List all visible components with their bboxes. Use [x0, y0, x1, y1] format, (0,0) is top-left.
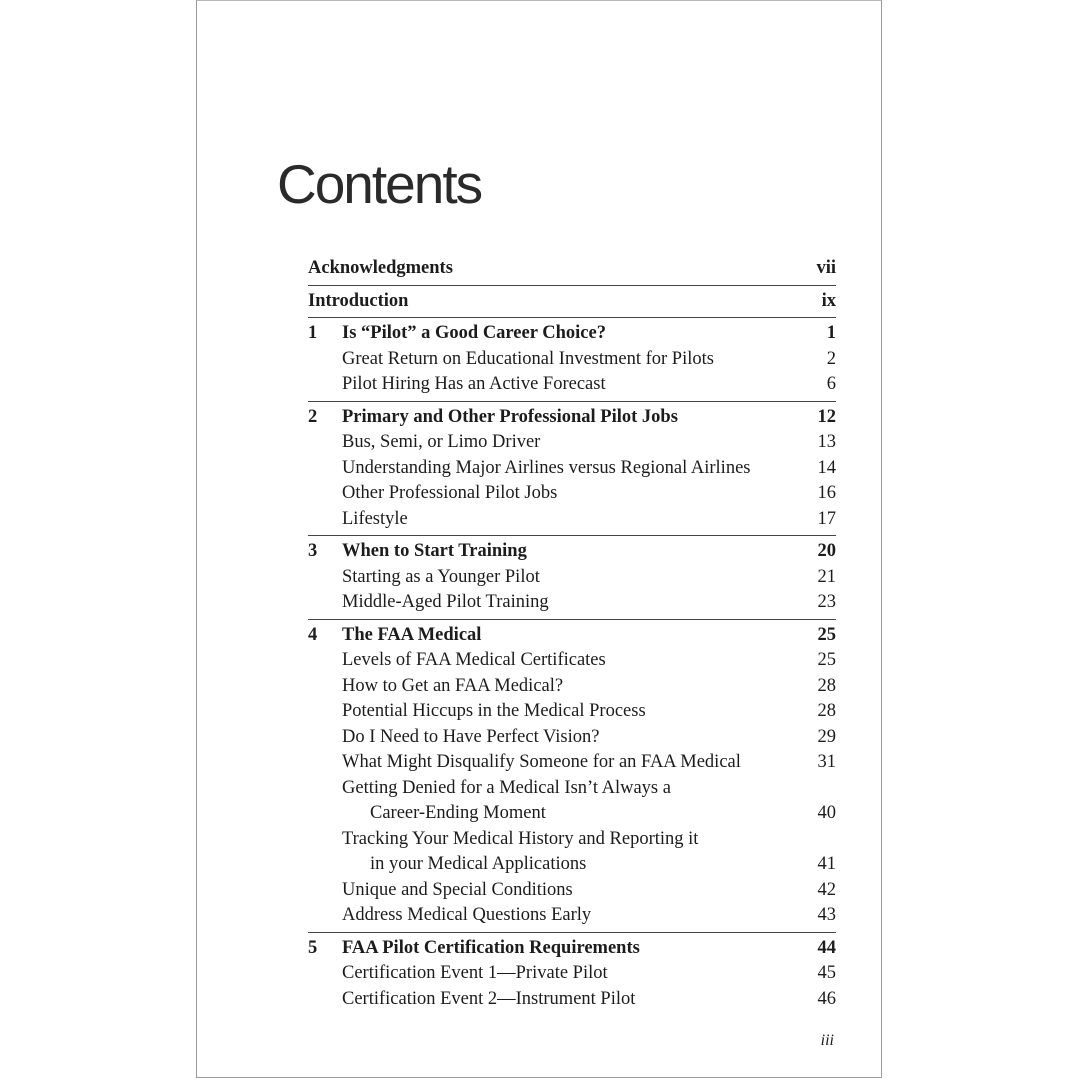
toc-entry-row [308, 456, 836, 482]
toc-entry-label: Tracking Your Medical History and Reporting it [342, 828, 699, 849]
toc-front-matter-row [308, 289, 836, 315]
toc-divider [308, 285, 836, 286]
toc-page-number: 28 [817, 675, 836, 696]
toc-page-number: 12 [817, 406, 836, 427]
toc-page-number: 31 [817, 752, 836, 772]
chapter-number: 5 [308, 937, 318, 958]
toc-chapter-row [308, 539, 836, 565]
toc-entry-row [308, 507, 836, 533]
toc-chapter-row [308, 321, 836, 347]
toc-page-number: ix [821, 290, 836, 311]
toc-entry-row [308, 565, 836, 591]
toc-entry-label: Do I Need to Have Perfect Vision? [342, 726, 600, 747]
toc-page-number: 14 [817, 457, 836, 478]
chapter-title: When to Start Training [342, 541, 527, 561]
toc-divider [308, 619, 836, 620]
toc-entry-row [308, 750, 836, 776]
toc-page-number: 17 [817, 508, 836, 529]
toc-entry-label: Unique and Special Conditions [342, 879, 573, 900]
chapter-title: Primary and Other Professional Pilot Jobs [342, 406, 678, 427]
chapter-title: FAA Pilot Certification Requirements [342, 937, 640, 958]
toc-entry-row [308, 347, 836, 373]
toc-entry-label: Pilot Hiring Has an Active Forecast [342, 374, 606, 394]
chapter-title: The FAA Medical [342, 624, 482, 645]
toc-page-number: 43 [817, 905, 836, 925]
toc-page-number: 46 [817, 988, 836, 1009]
toc-page-number: 20 [817, 541, 836, 561]
toc-entry-row [308, 648, 836, 674]
toc-entry-row [308, 776, 836, 802]
toc-entry-label: What Might Disqualify Someone for an FAA Medical [342, 752, 741, 772]
toc-page-number: 29 [817, 726, 836, 747]
toc-page-number: 25 [817, 624, 836, 645]
toc-page-number: 1 [826, 323, 836, 343]
toc-entry-row [308, 827, 836, 853]
chapter-title: Is “Pilot” a Good Career Choice? [342, 323, 606, 343]
toc-entry-label: Potential Hiccups in the Medical Process [342, 701, 646, 721]
toc-entry-row [308, 372, 836, 398]
toc-page-number: 25 [817, 650, 836, 670]
toc-entry-label: Levels of FAA Medical Certificates [342, 650, 606, 670]
toc-page-number: 40 [817, 803, 836, 823]
toc-entry-label: Understanding Major Airlines versus Regional Airlines [342, 457, 751, 478]
toc-page-number: 42 [817, 879, 836, 900]
toc-entry-label: Getting Denied for a Medical Isn’t Always a [342, 777, 671, 798]
toc-entry-row [308, 725, 836, 751]
chapter-number: 1 [308, 323, 318, 343]
toc-entry-row [308, 699, 836, 725]
toc-entry-row [308, 961, 836, 987]
toc-page-number: 16 [817, 483, 836, 503]
toc-page-number: 45 [817, 963, 836, 983]
toc-entry-label: Middle-Aged Pilot Training [342, 592, 549, 612]
toc-divider [308, 401, 836, 402]
toc-entry-label: Starting as a Younger Pilot [342, 566, 540, 587]
toc-entry-label: Great Return on Educational Investment for Pilots [342, 348, 714, 369]
chapter-number: 3 [308, 541, 318, 561]
toc-chapter-row [308, 405, 836, 431]
toc-entry-label: Bus, Semi, or Limo Driver [342, 432, 541, 452]
toc-entry-label: Certification Event 2—Instrument Pilot [342, 988, 636, 1009]
toc-entry-label: Certification Event 1—Private Pilot [342, 963, 608, 983]
toc-divider [308, 317, 836, 318]
toc-chapter-row [308, 936, 836, 962]
toc-entry-row [308, 903, 836, 929]
toc-entry-row [308, 430, 836, 456]
chapter-number: 2 [308, 406, 318, 427]
toc-entry-continuation-row [308, 801, 836, 827]
toc-entry-label: Acknowledgments [308, 258, 453, 278]
toc-entry-label: How to Get an FAA Medical? [342, 675, 564, 696]
toc-entry-label: Address Medical Questions Early [342, 905, 592, 925]
page-title: Contents [277, 153, 482, 215]
chapter-number: 4 [308, 624, 318, 645]
toc-divider [308, 535, 836, 536]
toc-entry-continuation: Career-Ending Moment [370, 803, 546, 823]
toc-page-number: vii [816, 258, 836, 278]
toc-page-number: 28 [817, 701, 836, 721]
toc-entry-continuation: in your Medical Applications [370, 854, 587, 874]
page-folio: iii [820, 1032, 834, 1049]
toc-page-number: 2 [826, 348, 836, 369]
toc-page-number: 13 [817, 432, 836, 452]
toc-divider [308, 932, 836, 933]
toc-page-number: 21 [817, 566, 836, 587]
toc-page-number: 41 [817, 854, 836, 874]
toc-entry-label: Other Professional Pilot Jobs [342, 483, 558, 503]
toc-entry-row [308, 590, 836, 616]
table-of-contents [308, 256, 836, 1012]
toc-entry-row [308, 878, 836, 904]
toc-front-matter-row [308, 256, 836, 282]
toc-page-number: 23 [817, 592, 836, 612]
toc-page-number: 44 [817, 937, 836, 958]
toc-entry-label: Lifestyle [342, 508, 408, 529]
toc-entry-continuation-row [308, 852, 836, 878]
toc-chapter-row [308, 623, 836, 649]
toc-entry-label: Introduction [308, 290, 409, 311]
toc-entry-row [308, 481, 836, 507]
toc-entry-row [308, 987, 836, 1013]
toc-entry-row [308, 674, 836, 700]
toc-page-number: 6 [826, 374, 836, 394]
